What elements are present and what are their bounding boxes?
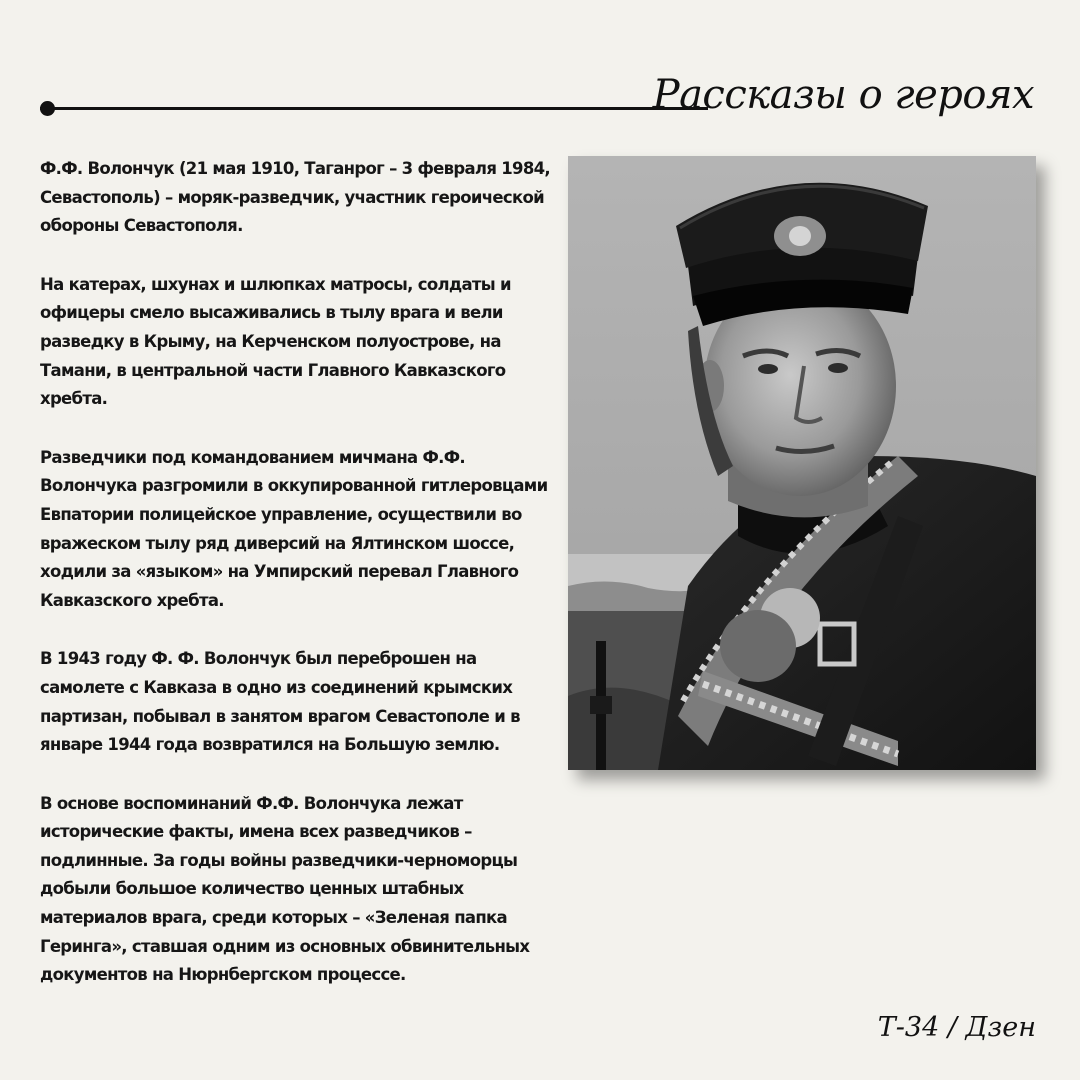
footer-credit: Т-34 / Дзен — [877, 1012, 1036, 1043]
paragraph-2: На катерах, шхунах и шлюпках матросы, солдаты и офицеры смело высаживались в тылу врага и вели разведку в Крыму, на Керченском полуострове, на Тамани, в центральной части Главного Кавказского хребта. — [40, 274, 511, 409]
portrait-illustration — [568, 156, 1036, 770]
paragraph-5: В основе воспоминаний Ф.Ф. Волончука лежат исторические факты, имена всех разведчиков – подлинные. За годы войны разведчики-черноморцы добыли большое количество ценных штабных материалов врага, среди которых – «Зеленая папка Геринга», ставшая одним из основных обвинительных документов на Нюрнбергском процессе. — [40, 793, 530, 985]
paragraph-1: Ф.Ф. Волончук (21 мая 1910, Таганрог – 3 февраля 1984, Севастополь) – моряк-разведчик, участник героической обороны Севастополя. — [40, 159, 550, 236]
paragraph-4: В 1943 году Ф. Ф. Волончук был переброшен на самолете с Кавказа в одно из соединений крымских партизан, побывал в занятом врагом Севастополе и в январе 1944 года возвратился на Большую землю. — [40, 649, 520, 755]
header-line — [40, 107, 708, 110]
header-title: Рассказы о героях — [652, 72, 1034, 118]
article-text — [40, 155, 552, 1020]
paragraph-3: Разведчики под командованием мичмана Ф.Ф. Волончука разгромили в оккупированной гитлеровцами Евпатории полицейское управление, осуществили во вражеском тылу ряд диверсий на Ялтинском шоссе, ходили за «языком» на Умпирский перевал Главного Кавказского хребта. — [40, 447, 548, 610]
portrait-photo — [568, 156, 1036, 770]
